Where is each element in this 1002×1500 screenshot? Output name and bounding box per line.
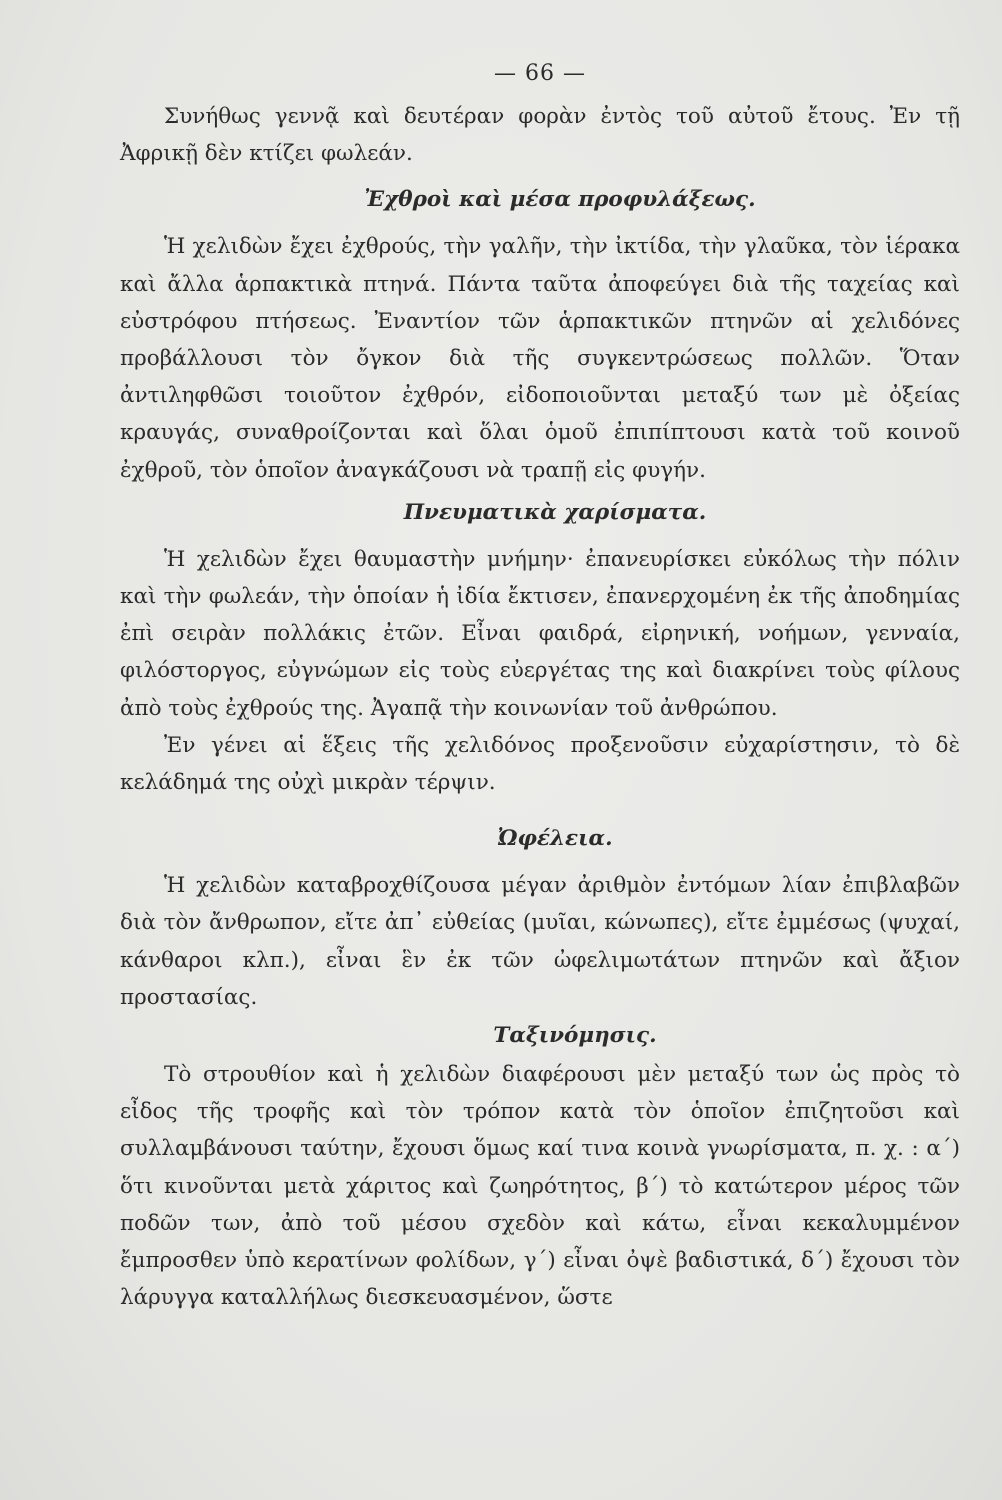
paragraph-classification: Τὸ στρουθίον καὶ ἡ χελιδὼν διαφέρουσι μὲν μεταξύ των ὡς πρὸς τὸ εἶδος τῆς τροφῆς καὶ τὸν τρόπον κατὰ τὸν ὁποῖον ἐπιζητοῦσι καὶ συλλαμβάνουσι ταύτην, ἔχουσι ὅμως καί τινα κοινὰ γνωρίσματα, π. χ. : α΄) ὅτι κινοῦνται μετὰ χάριτος καὶ ζωηρότητος, β΄) τὸ κατώτερον μέρος τῶν ποδῶν των, ἀπὸ τοῦ μέσου σχεδὸν καὶ κάτω, εἶναι κεκαλυμμένον ἔμπροσθεν ὑπὸ κερατίνων φολίδων, γ΄) εἶναι ὀψὲ βαδιστικά, δ΄) ἔχουσι τὸν λάρυγγα καταλλήλως διεσκευασμένον, ὥστε bbox=[120, 1062, 960, 1311]
paragraph-mental-gifts: Ἡ χελιδὼν ἔχει θαυμαστὴν μνήμην· ἐπανευρίσκει εὐκόλως τὴν πόλιν καὶ τὴν φωλεάν, τὴν ὁποίαν ἡ ἰδία ἔκτισεν, ἐπανερχομένη ἐκ τῆς ἀποδημίας ἐπὶ σειρὰν πολλάκις ἐτῶν. Εἶναι φαιδρά, εἰρηνική, νοήμων, γενναία, φιλόστοργος, εὐγνώμων εἰς τοὺς εὐεργέτας της καὶ διακρίνει τοὺς φίλους ἀπὸ τοὺς ἐχθρούς της. Ἀγαπᾷ τὴν κοινωνίαν τοῦ ἀνθρώπου. bbox=[120, 546, 960, 721]
paragraph-enemies: Ἡ χελιδὼν ἔχει ἐχθρούς, τὴν γαλῆν, τὴν ἰκτίδα, τὴν γλαῦκα, τὸν ἱέρακα καὶ ἄλλα ἁρπακτικὰ πτηνά. Πάντα ταῦτα ἀποφεύγει διὰ τῆς ταχείας καὶ εὐστρόφου πτήσεως. Ἐναντίον τῶν ἁρπακτικῶν πτηνῶν αἱ χελιδόνες προβάλλουσι τὸν ὄγκον διὰ τῆς συγκεντρώσεως πολλῶν. Ὅταν ἀντιληφθῶσι τοιοῦτον ἐχθρόν, εἰδοποιοῦνται μεταξύ των μὲ ὀξείας κραυγάς, συναθροίζονται καὶ ὅλαι ὁμοῦ ἐπιπίπτουσι κατὰ τοῦ κοινοῦ ἐχθροῦ, τὸν ὁποῖον ἀναγκάζουσι νὰ τραπῇ εἰς φυγήν. bbox=[120, 234, 960, 483]
page-number: — 66 — bbox=[494, 61, 586, 86]
page-content bbox=[120, 56, 960, 1316]
heading-mental-gifts: Πνευματικὰ χαρίσματα. bbox=[403, 499, 707, 525]
paragraph-habits: Ἐν γένει αἱ ἕξεις τῆς χελιδόνος προξενοῦσιν εὐχαρίστησιν, τὸ δὲ κελάδημά της οὐχὶ μικρὰν τέρψιν. bbox=[120, 732, 960, 796]
paragraph-benefit: Ἡ χελιδὼν καταβροχθίζουσα μέγαν ἀριθμὸν ἐντόμων λίαν ἐπιβλαβῶν διὰ τὸν ἄνθρωπον, εἴτε ἀπ᾽ εὐθείας (μυῖαι, κώνωπες), εἴτε ἐμμέσως (ψυχαί, κάνθαροι κλπ.), εἶναι ἓν ἐκ τῶν ὠφελιμωτάτων πτηνῶν καὶ ἄξιον προστασίας. bbox=[120, 873, 960, 1010]
heading-classification: Ταξινόμησις. bbox=[493, 1023, 657, 1049]
heading-benefit: Ὠφέλεια. bbox=[497, 826, 613, 852]
heading-enemies: Ἐχθροὶ καὶ μέσα προφυλάξεως. bbox=[364, 187, 756, 213]
paragraph-reproduction: Συνήθως γεννᾷ καὶ δευτέραν φορὰν ἐντὸς τοῦ αὐτοῦ ἔτους. Ἐν τῇ Ἀφρικῇ δὲν κτίζει φωλεάν. bbox=[120, 104, 960, 167]
